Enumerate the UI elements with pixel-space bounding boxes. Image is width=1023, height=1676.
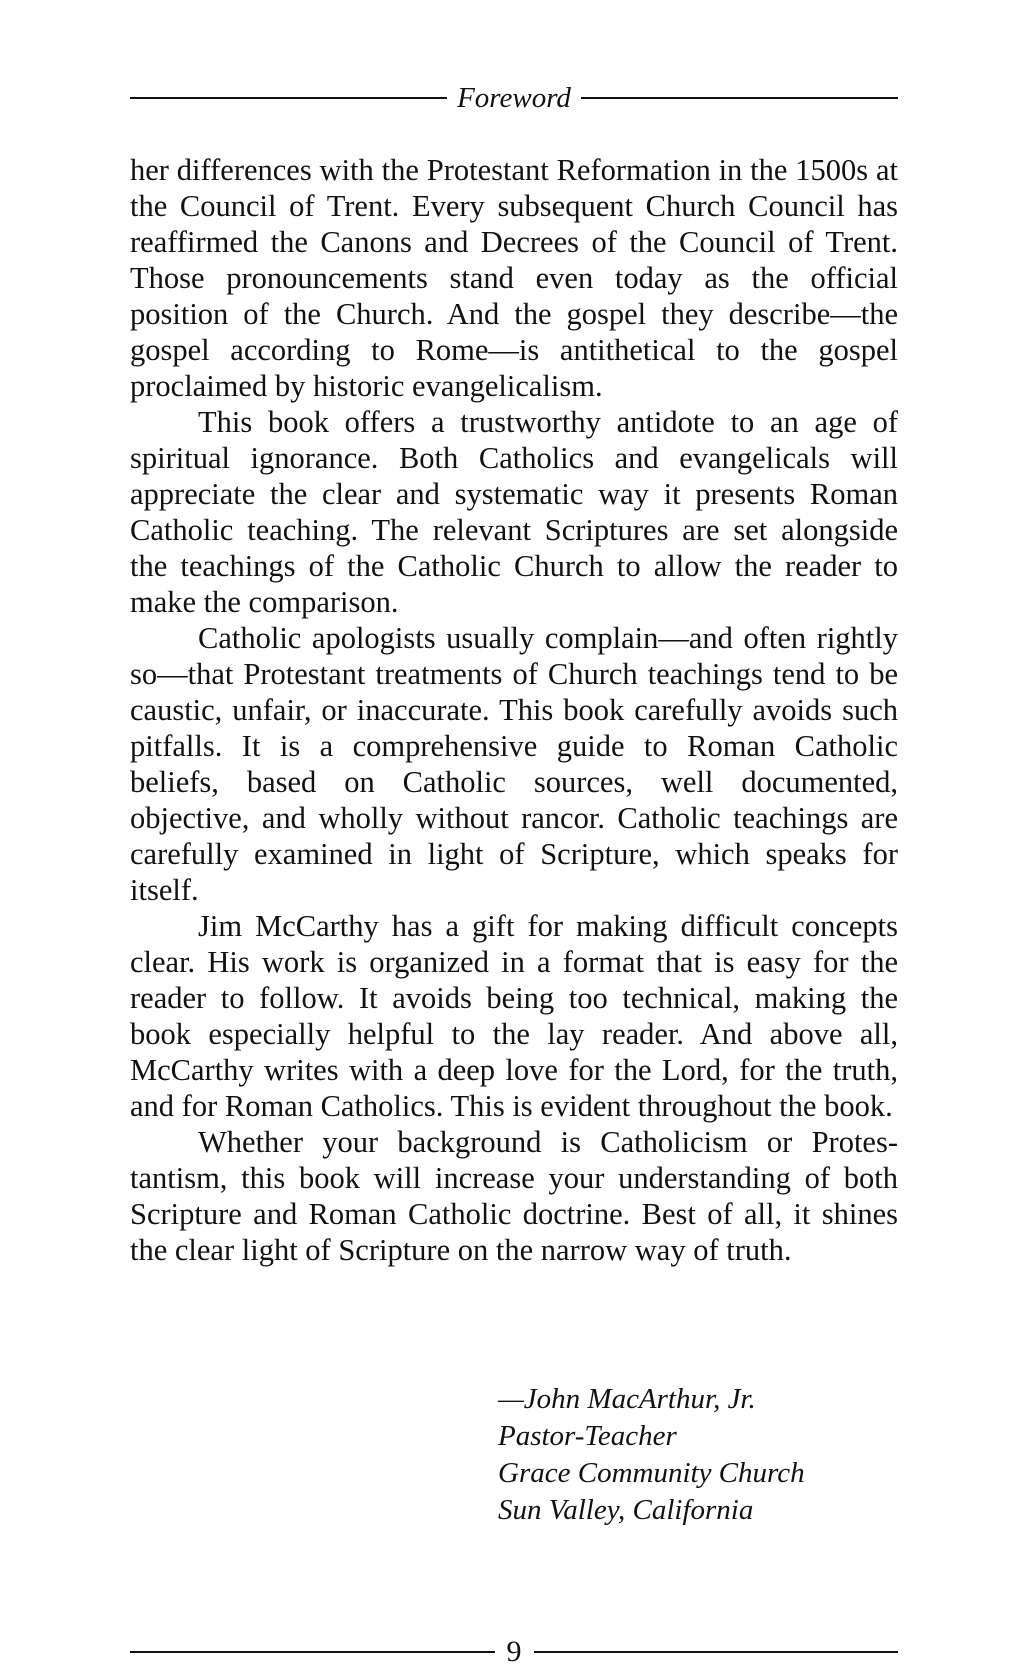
signature-location: Sun Valley, California	[498, 1494, 754, 1526]
footer-rule-left	[130, 1651, 495, 1653]
running-header	[130, 78, 898, 118]
page-footer	[130, 1634, 898, 1670]
paragraph-5: Whether your background is Catholicism or Protestantism, this book will increase your understanding of both Scripture and Roman Catholic doctrine. Best of all, it shines the clear light of Scripture on the narrow way of truth.	[130, 1125, 898, 1267]
signature-title: Pastor-Teacher	[498, 1420, 677, 1452]
header-title: Foreword	[457, 82, 571, 114]
paragraph-1: her differences with the Protestant Reformation in the 1500s at the Council of Trent. Every subsequent Church Council has reaffirmed the Canons and Decrees of the Council of Trent. Those pronouncements stand even today as the official position of the Church. And the gospel they describe—the gospel according to Rome—is antithetical to the gospel proclaimed by historic evangelicalism.	[130, 153, 898, 403]
signature-block	[498, 1381, 805, 1529]
signature-name: —John MacArthur, Jr.	[498, 1383, 756, 1415]
header-rule-right	[581, 97, 898, 99]
paragraph-2: This book offers a trustworthy antidote to an age of spiritual ignorance. Both Catholics and evangelicals will appreciate the clear and systematic way it presents Roman Catholic teaching. The relevant Scriptures are set alongside the teachings of the Catholic Church to allow the reader to make the comparison.	[130, 405, 898, 619]
foreword-body	[130, 152, 898, 1268]
page-number: 9	[506, 1635, 522, 1668]
header-rule-left	[130, 97, 447, 99]
footer-rule-right	[534, 1651, 899, 1653]
paragraph-4: Jim McCarthy has a gift for making difficult concepts clear. His work is organized in a format that is easy for the reader to follow. It avoids being too technical, making the book especially helpful to the lay reader. And above all, McCarthy writes with a deep love for the Lord, for the truth, and for Roman Catholics. This is evident throughout the book.	[130, 909, 898, 1123]
signature-church: Grace Community Church	[498, 1457, 805, 1489]
paragraph-3: Catholic apologists usually complain—and often rightly so—that Protestant treatments of Church teachings tend to be caustic, unfair, or inaccurate. This book carefully avoids such pitfalls. It is a comprehensive guide to Roman Catholic beliefs, based on Catholic sources, well documented, objective, and wholly without rancor. Catholic teachings are carefully examined in light of Scripture, which speaks for itself.	[130, 621, 898, 907]
